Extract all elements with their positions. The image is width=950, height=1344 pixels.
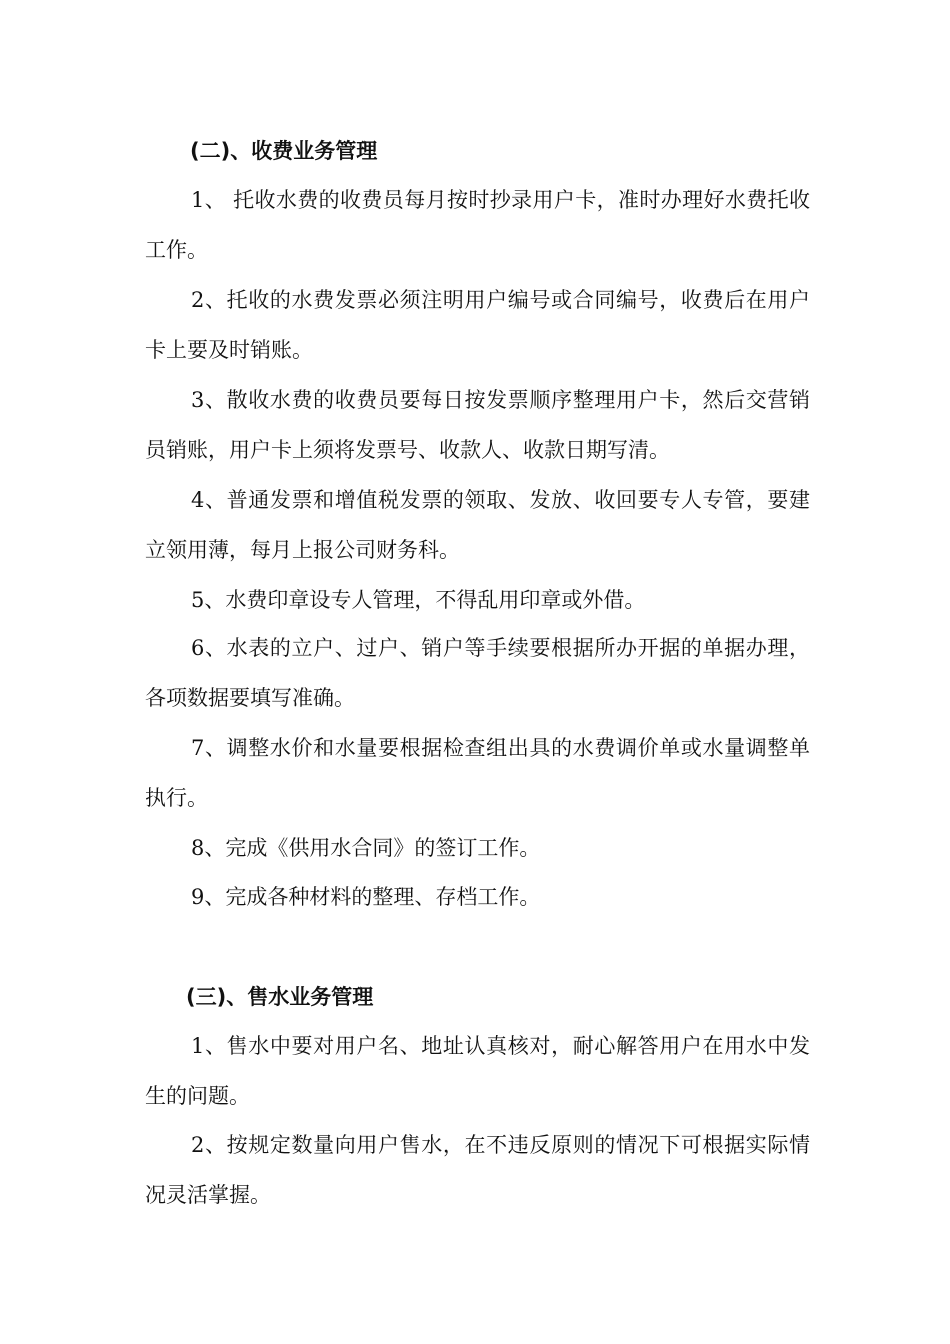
section-2-item-9: 9、完成各种材料的整理、存档工作。 [191, 885, 541, 909]
section-2-item-2: 2、托收的水费发票必须注明用户编号或合同编号，收费后在用户卡上要及时销账。 [145, 288, 810, 362]
section-2-item-7: 7、调整水价和水量要根据检查组出具的水费调价单或水量调整单执行。 [145, 736, 810, 810]
section-3-heading: (三)、售水业务管理 [186, 985, 374, 1009]
section-3-item-2: 2、按规定数量向用户售水，在不违反原则的情况下可根据实际情况灵活掌握。 [145, 1133, 810, 1207]
section-2-item-6: 6、水表的立户、过户、销户等手续要根据所办开据的单据办理，各项数据要填写准确。 [145, 636, 810, 710]
section-2-item-3: 3、散收水费的收费员要每日按发票顺序整理用户卡，然后交营销员销账，用户卡上须将发票号、收款人、收款日期写清。 [145, 388, 810, 462]
section-2-item-8: 8、完成《供用水合同》的签订工作。 [191, 836, 541, 860]
section-2-item-5: 5、水费印章设专人管理，不得乱用印章或外借。 [191, 588, 646, 612]
section-2-item-1: 1、 托收水费的收费员每月按时抄录用户卡，准时办理好水费托收工作。 [145, 188, 810, 262]
section-2-heading: (二)、收费业务管理 [190, 139, 378, 163]
section-2-item-4: 4、普通发票和增值税发票的领取、发放、收回要专人专管，要建立领用薄，每月上报公司财务科。 [145, 488, 810, 562]
section-3-item-1: 1、售水中要对用户名、地址认真核对，耐心解答用户在用水中发生的问题。 [145, 1034, 810, 1108]
